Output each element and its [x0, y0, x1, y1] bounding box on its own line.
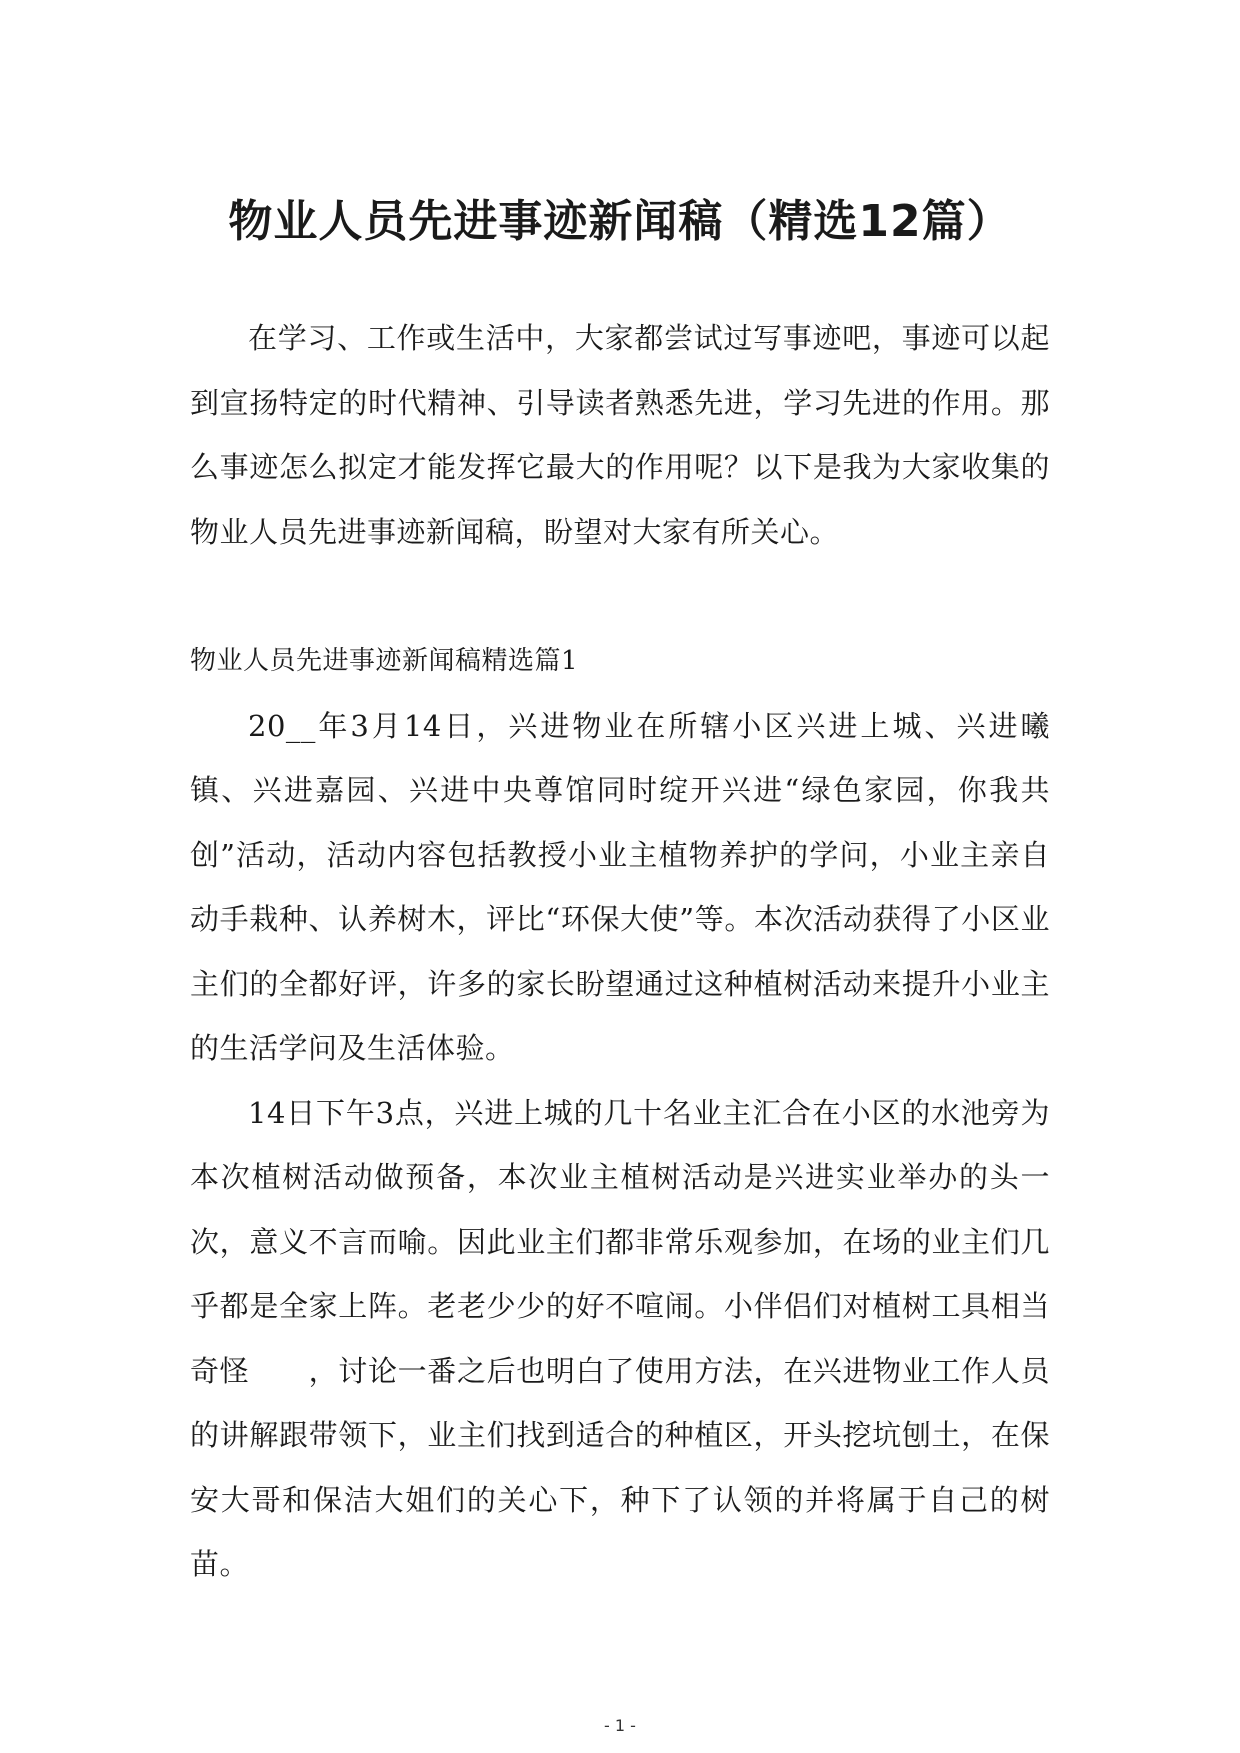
document-title: 物业人员先进事迹新闻稿（精选12篇）: [228, 196, 1012, 247]
body-paragraph-1: 20__年3月14日，兴进物业在所辖小区兴进上城、兴进曦镇、兴进嘉园、兴进中央尊馆同时绽开兴进“绿色家园，你我共创”活动，活动内容包括教授小业主植物养护的学问，小业主亲自动手栽种、认养树木，评比“环保大使”等。本次活动获得了小区业主们的全都好评，许多的家长盼望通过这种植树活动来提升小业主的生活学问及生活体验。: [190, 708, 1050, 1065]
document-body: [190, 306, 1050, 1597]
body-paragraph-2: 14日下午3点，兴进上城的几十名业主汇合在小区的水池旁为本次植树活动做预备，本次业主植树活动是兴进实业举办的头一次，意义不言而喻。因此业主们都非常乐观参加，在场的业主们几乎都是全家上阵。老老少少的好不喧闹。小伴侣们对植树工具相当奇怪 ，讨论一番之后也明白了使用方法，在兴进物业工作人员的讲解跟带领下，业主们找到适合的种植区，开头挖坑刨土，在保安大哥和保洁大姐们的关心下，种下了认领的并将属于自己的树苗。: [190, 1095, 1050, 1581]
intro-paragraph: 在学习、工作或生活中，大家都尝试过写事迹吧，事迹可以起到宣扬特定的时代精神、引导读者熟悉先进，学习先进的作用。那么事迹怎么拟定才能发挥它最大的作用呢？以下是我为大家收集的物业人员先进事迹新闻稿，盼望对大家有所关心。: [190, 321, 1050, 549]
section-heading: 物业人员先进事迹新闻稿精选篇1: [190, 646, 579, 676]
page-number: - 1 -: [604, 1716, 636, 1735]
